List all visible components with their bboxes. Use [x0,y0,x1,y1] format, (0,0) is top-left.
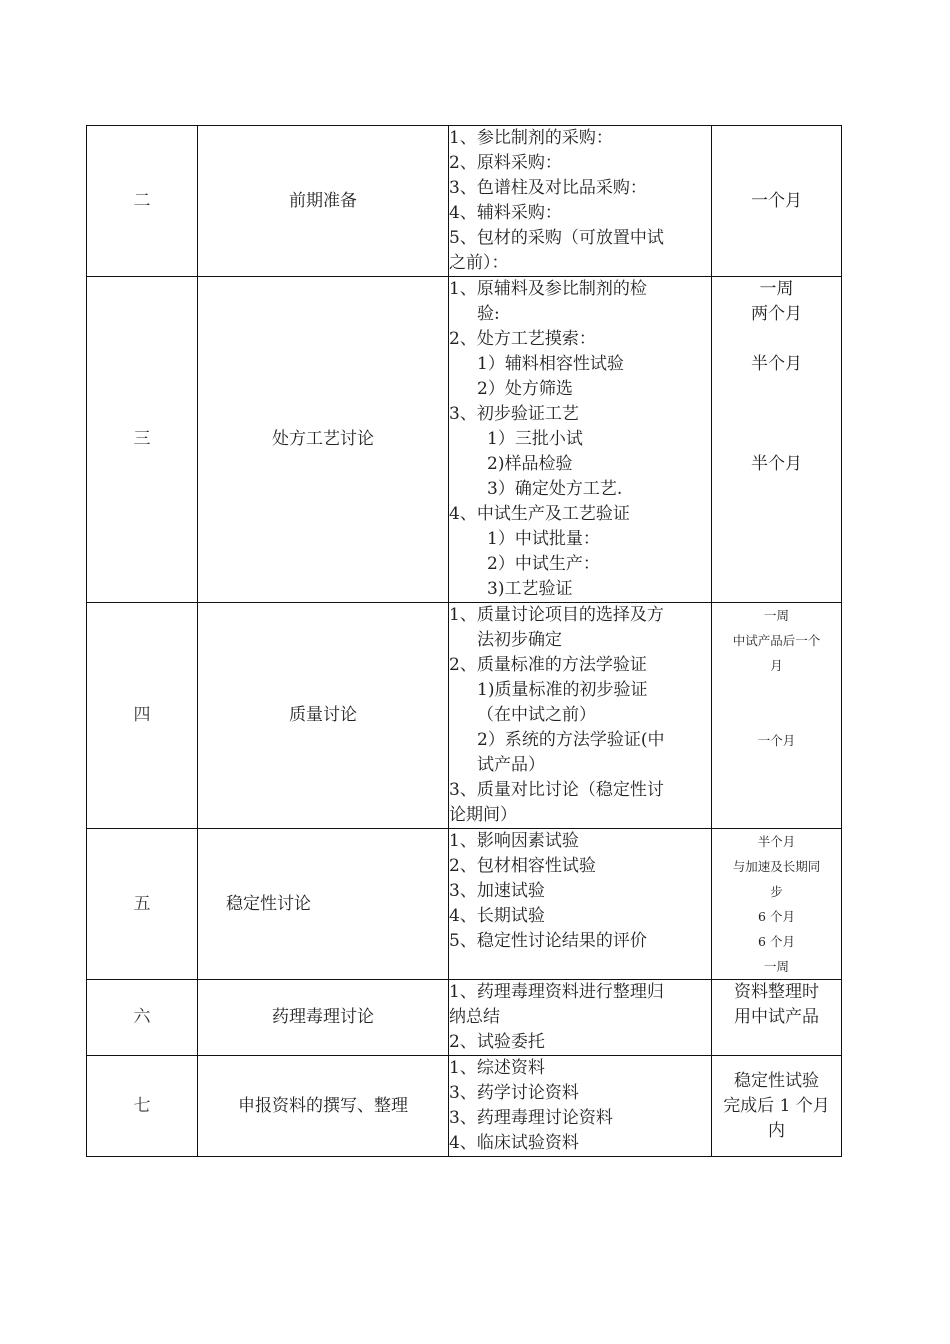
content-line: 1）中试批量： [487,529,600,549]
phase-duration [712,126,842,277]
row-number: 七 [87,1056,198,1157]
table-row [87,980,842,1056]
content-line: （在中试之前） [477,705,596,725]
duration-line: 一个月 [757,733,796,748]
content-line: 之前）： [449,253,509,273]
duration-line: 月 [770,658,783,673]
phase-duration [712,1056,842,1157]
duration-line: 资料整理时 [734,982,819,1002]
content-line: 2)样品检验 [487,454,573,474]
phase-name: 质量讨论 [198,603,449,829]
content-line: 1、质量讨论项目的选择及方 [449,605,664,625]
content-line: 4、中试生产及工艺验证 [449,504,630,524]
content-line: 验: [477,304,500,324]
phase-name: 稳定性讨论 [198,829,449,980]
content-line: 1、药理毒理资料进行整理归 [449,982,664,1002]
content-line: 1)质量标准的初步验证 [477,680,648,700]
content-line: 2）处方筛选 [477,379,573,399]
duration-line: 一个月 [751,190,802,211]
phase-name: 前期准备 [198,126,449,277]
duration-line: 一周 [763,608,789,623]
content-line: 法初步确定 [477,630,562,650]
table-row [87,603,842,829]
row-number: 四 [87,603,198,829]
duration-line [712,377,841,402]
content-line: 1、综述资料 [449,1058,545,1078]
content-line: 4、长期试验 [449,906,545,926]
content-line: 试产品） [477,755,545,775]
duration-line: 半个月 [751,454,802,474]
duration-line: 稳定性试验 [734,1070,819,1091]
duration-line: 内 [768,1120,785,1141]
phase-content [449,126,712,277]
table-row [87,126,842,277]
content-line: 2、质量标准的方法学验证 [449,655,647,675]
duration-line: 一周 [763,959,789,974]
phase-content [449,603,712,829]
content-line: 4、临床试验资料 [449,1133,579,1153]
duration-line: 中试产品后一个 [732,633,821,648]
phase-content [449,829,712,980]
content-line: 3、初步验证工艺 [449,404,579,424]
table-row [87,829,842,980]
content-line: 纳总结 [449,1007,500,1027]
table-row [87,277,842,603]
content-line: 2）中试生产： [487,554,600,574]
duration-line [712,402,841,427]
content-line: 3、质量对比讨论（稳定性讨 [449,780,664,800]
table-row [87,1056,842,1157]
duration-line: 半个月 [751,354,802,374]
content-line: 论期间） [449,805,517,825]
phase-content [449,277,712,603]
row-number: 六 [87,980,198,1056]
content-line: 4、辅料采购： [449,203,562,223]
duration-line: 两个月 [751,304,802,324]
content-line: 1、参比制剂的采购： [449,128,613,148]
phase-name: 处方工艺讨论 [198,277,449,603]
duration-line: 步 [770,884,783,899]
phase-duration [712,603,842,829]
row-number: 二 [87,126,198,277]
phase-duration [712,277,842,603]
content-line: 3、药学讨论资料 [449,1083,579,1103]
plan-table [86,125,842,1157]
phase-name: 申报资料的撰写、整理 [198,1056,449,1157]
duration-line: 6 个月 [758,909,795,924]
phase-content [449,980,712,1056]
duration-line: 用中试产品 [734,1007,819,1027]
content-line: 3、药理毒理讨论资料 [449,1108,613,1128]
phase-duration [712,980,842,1056]
duration-line [712,678,841,703]
content-line: 2）系统的方法学验证(中 [477,730,665,750]
row-number: 五 [87,829,198,980]
phase-content [449,1056,712,1157]
content-line: 3、加速试验 [449,881,545,901]
content-line: 5、稳定性讨论结果的评价 [449,931,647,951]
content-line: 1）三批小试 [487,429,583,449]
phase-name: 药理毒理讨论 [198,980,449,1056]
content-line: 3、色谱柱及对比品采购： [449,178,647,198]
duration-line [712,427,841,452]
content-line: 1、原辅料及参比制剂的检 [449,279,647,299]
duration-line [712,327,841,352]
content-line: 5、包材的采购（可放置中试 [449,228,664,248]
duration-line: 一周 [759,279,794,299]
content-line: 3)工艺验证 [487,579,573,599]
row-number: 三 [87,277,198,603]
duration-line: 6 个月 [758,934,795,949]
content-line: 3）确定处方工艺. [487,479,623,499]
content-line: 2、包材相容性试验 [449,856,596,876]
content-line: 2、原料采购： [449,153,562,173]
content-line: 1、影响因素试验 [449,831,579,851]
content-line: 2、试验委托 [449,1032,545,1052]
duration-line: 完成后 1 个月 [723,1095,830,1116]
duration-line [712,703,841,728]
content-line: 2、处方工艺摸索： [449,329,596,349]
content-line: 1）辅料相容性试验 [477,354,624,374]
duration-line: 半个月 [757,834,796,849]
duration-line: 与加速及长期同 [732,859,821,874]
phase-duration [712,829,842,980]
